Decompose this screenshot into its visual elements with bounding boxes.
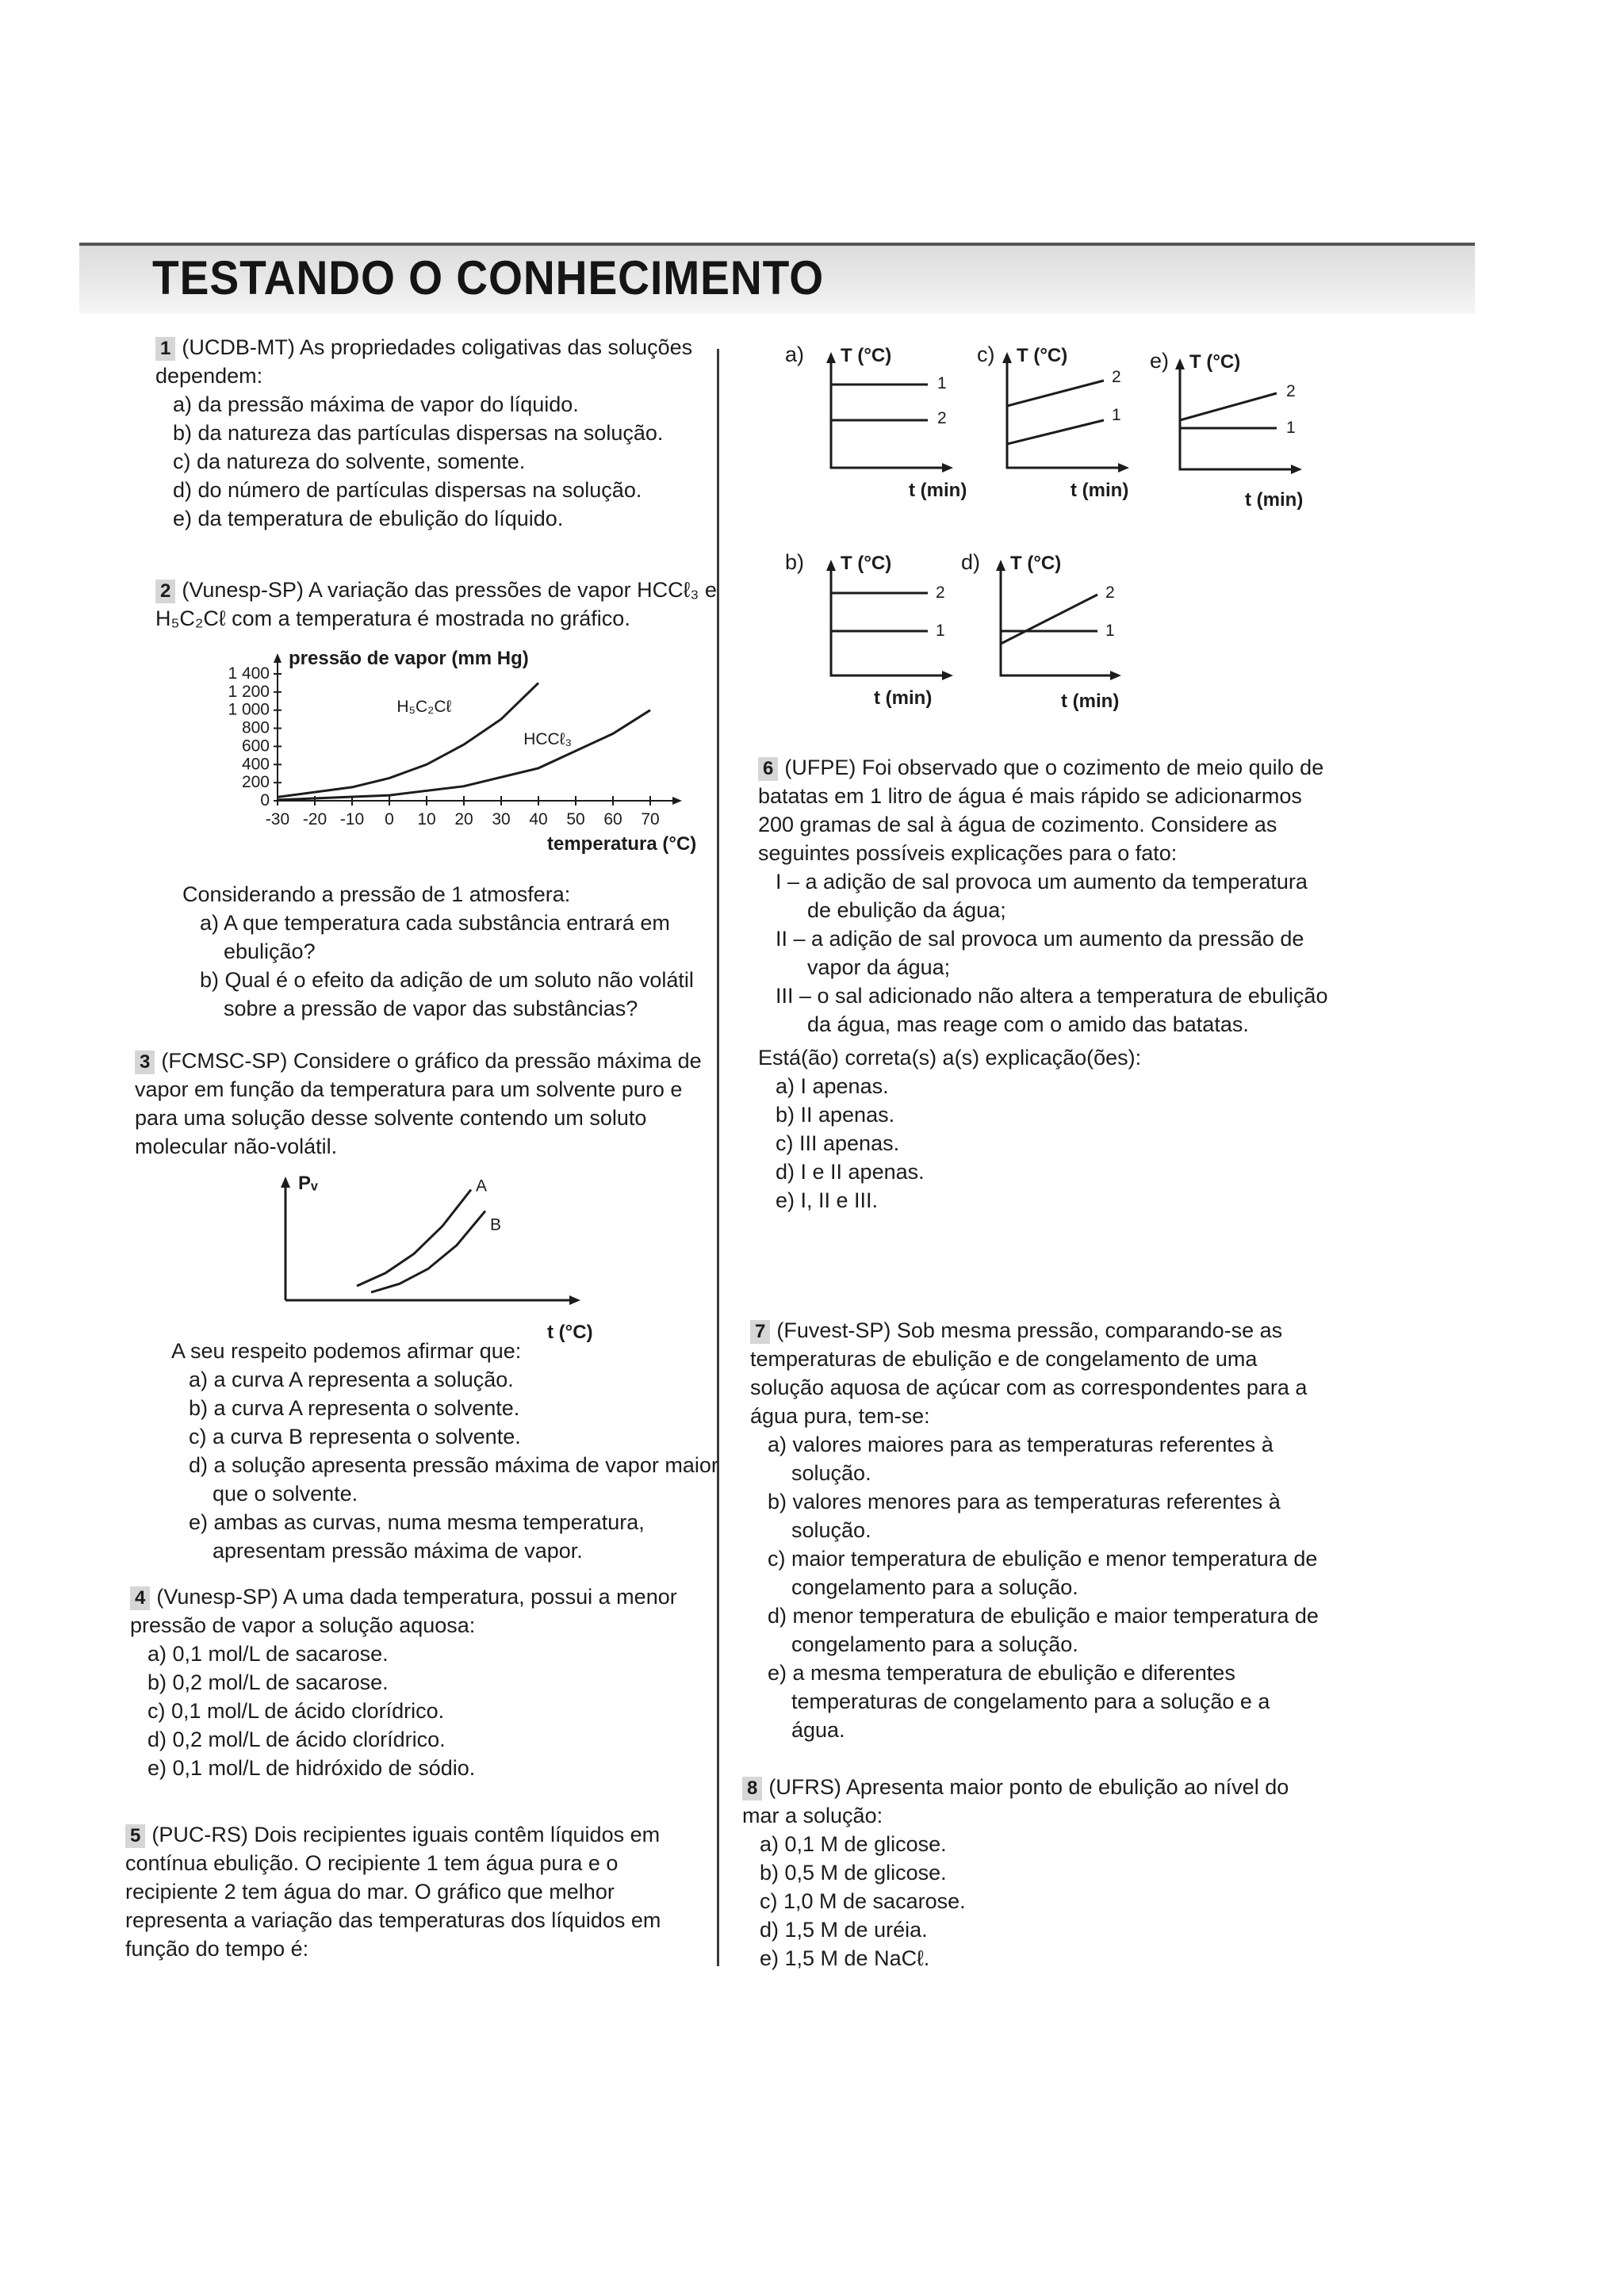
question-number: 5 [125,1824,145,1848]
option-e: e) da temperatura de ebulição do líquido. [173,507,564,530]
question-text: (UCDB-MT) As propriedades coligativas das soluções dependem: [155,335,693,388]
option-e: e) 0,1 mol/L de hidróxido de sódio. [147,1756,476,1780]
line-label: 2 [1105,584,1115,602]
option-e: e) ambas as curvas, numa mesma temperatura, apresentam pressão máxima de vapor. [189,1510,645,1563]
arrow-icon [281,1177,290,1188]
line-1 [1007,420,1104,444]
y-axis-label: pressão de vapor (mm Hg) [289,648,529,669]
question-3-options [171,1337,718,1565]
question-text: (Vunesp-SP) A uma dada temperatura, possui a menor pressão de vapor a solução aquosa: [130,1585,677,1637]
question-intro: Está(ão) correta(s) a(s) explicação(ões): [758,1046,1142,1070]
graph-c-label: c) [977,342,995,366]
option-d: d) do número de partículas dispersas na solução. [173,478,642,502]
series-curve [357,1190,471,1287]
question-text: (FCMSC-SP) Considere o gráfico da pressão máxima de vapor em função da temperatura para um solvente puro e para uma solução desse solvente contendo um soluto molecular não-volátil. [135,1049,702,1158]
graph-d [961,550,1121,712]
x-tick-label: 30 [492,810,511,828]
option-d: d) menor temperatura de ebulição e maior temperatura de congelamento para a solução. [768,1604,1319,1656]
question-text: (Vunesp-SP) A variação das pressões de vapor HCCℓ₃ e H₅C₂Cℓ com a temperatura é mostrada no gráfico. [155,578,717,630]
x-tick-label: 60 [603,810,622,828]
line-label: 1 [936,622,945,640]
line-2 [1001,595,1097,644]
graph-a-label: a) [785,342,805,366]
arrow-icon [672,797,682,805]
x-tick-label: 50 [566,810,585,828]
series-label: B [490,1215,502,1234]
question-5 [125,1820,712,1963]
line-label: 1 [1286,419,1296,437]
option-b: b) a curva A representa o solvente. [189,1396,520,1420]
x-tick-label: 10 [417,810,436,828]
option-c: c) da natureza do solvente, somente. [173,450,526,473]
option-b: b) 0,5 M de glicose. [760,1861,947,1885]
graph-b [785,550,953,709]
option-c: c) maior temperatura de ebulição e menor temperatura de congelamento para a solução. [768,1547,1318,1599]
axes [831,357,948,468]
question-3 [135,1047,714,1161]
arrow-icon [274,653,282,663]
question-4 [130,1582,717,1782]
option-d: d) 1,5 M de uréia. [760,1918,928,1942]
question-number: 7 [750,1320,770,1344]
y-tick-label: 600 [241,737,270,756]
x-axis-label: t (min) [1071,480,1129,501]
reason-1: I – a adição de sal provoca um aumento da temperatura de ebulição da água; [776,870,1308,922]
option-b: b) II apenas. [776,1103,895,1127]
y-tick-label: 1 000 [228,700,270,719]
question-text: (UFRS) Apresenta maior ponto de ebulição ao nível do mar a solução: [742,1775,1289,1827]
series-label: HCCℓ₃ [523,730,573,749]
arrow-icon [569,1295,580,1305]
temperature-graphs [785,341,1388,714]
y-tick-label: 0 [260,791,270,809]
question-text: (PUC-RS) Dois recipientes iguais contêm líquidos em contínua ebulição. O recipiente 1 tem água pura e o recipiente 2 tem água do mar. O gráfico que melhor representa a variação das temperaturas dos líquidos em função do tempo é: [125,1823,661,1961]
graph-e [1150,349,1303,511]
option-a: a) da pressão máxima de vapor do líquido. [173,392,579,416]
option-c: c) 0,1 mol/L de ácido clorídrico. [147,1699,445,1723]
question-number: 2 [155,580,175,603]
y-axis-label: T (°C) [841,553,892,574]
line-label: 2 [1112,368,1121,386]
option-b: b) da natureza das partículas dispersas na solução. [173,421,664,445]
option-c: c) III apenas. [776,1131,900,1155]
series-curve [371,1211,485,1292]
graph-e-label: e) [1150,349,1170,373]
question-8 [742,1773,1329,1973]
option-d: d) 0,2 mol/L de ácido clorídrico. [147,1728,446,1751]
reason-3: III – o sal adicionado não altera a temperatura de ebulição da água, mas reage com o amido das batatas. [776,984,1328,1036]
option-e: e) 1,5 M de NaCℓ. [760,1946,930,1970]
item-b: b) Qual é o efeito da adição de um soluto não volátil sobre a pressão de vapor das substâncias? [200,968,694,1020]
question-number: 3 [135,1050,155,1074]
x-axis-label: t (min) [1061,691,1120,712]
arrow-icon [1291,465,1302,474]
x-axis-label: t (°C) [547,1322,593,1343]
question-number: 4 [130,1586,150,1610]
arrow-icon [942,463,953,473]
option-a: a) 0,1 mol/L de sacarose. [147,1642,389,1666]
y-tick-label: 1 200 [228,682,270,701]
y-axis-label: T (°C) [1010,553,1062,574]
line-2 [1007,381,1104,406]
option-e: e) a mesma temperatura de ebulição e diferentes temperaturas de congelamento para a solução e a água. [768,1661,1270,1742]
series-label: A [476,1177,488,1196]
item-a: a) A que temperatura cada substância entrará em ebulição? [200,911,670,963]
line-2 [1180,393,1277,420]
x-tick-label: 40 [529,810,548,828]
vapor-pressure-chart [214,648,722,872]
x-axis-label: temperatura (°C) [547,833,697,855]
option-b: b) 0,2 mol/L de sacarose. [147,1670,389,1694]
y-axis-label: T (°C) [841,345,892,366]
axes [1001,564,1116,675]
question-number: 6 [758,757,778,781]
reason-2: II – a adição de sal provoca um aumento da pressão de vapor da água; [776,927,1304,979]
option-c: c) a curva B representa o solvente. [189,1425,521,1448]
x-tick-label: -20 [302,810,327,828]
option-a: a) I apenas. [776,1074,889,1098]
x-axis-label: t (min) [874,687,933,709]
arrow-icon [1118,463,1129,473]
option-b: b) valores menores para as temperaturas referentes à solução. [768,1490,1281,1542]
line-label: 1 [937,374,947,392]
question-text: (UFPE) Foi observado que o cozimento de meio quilo de batatas em 1 litro de água é mais rápido se adicionarmos 200 gramas de sal à água de cozimento. Considere as seguintes possíveis explicações para o fato: [758,756,1324,865]
line-label: 1 [1105,622,1115,640]
graph-d-label: d) [961,550,981,574]
question-number: 1 [155,337,175,361]
series-line [278,710,650,800]
y-axis-label: T (°C) [1017,345,1068,366]
x-axis-label: t (min) [909,480,967,501]
line-label: 2 [936,584,945,602]
option-c: c) 1,0 M de sacarose. [760,1889,966,1913]
x-tick-label: 70 [641,810,660,828]
question-number: 8 [742,1777,762,1800]
x-tick-label: 20 [454,810,473,828]
arrow-icon [942,671,953,680]
line-label: 1 [1112,406,1121,424]
arrow-icon [1110,671,1121,680]
option-d: d) a solução apresenta pressão máxima de vapor maior que o solvente. [189,1453,718,1506]
option-a: a) valores maiores para as temperaturas referentes à solução. [768,1433,1274,1485]
y-axis-label: Pᵥ [298,1173,318,1194]
question-text: (Fuvest-SP) Sob mesma pressão, comparando-se as temperaturas de ebulição e de congelamento de uma solução aquosa de açúcar com as correspondentes para a água pura, tem-se: [750,1318,1308,1428]
page-title: TESTANDO O CONHECIMENTO [152,251,825,304]
question-7 [750,1316,1329,1744]
question-1 [155,333,718,533]
x-tick-label: -10 [339,810,365,828]
axes [831,564,948,675]
y-tick-label: 800 [241,718,270,737]
line-label: 2 [937,409,947,427]
line-label: 2 [1286,382,1296,400]
series-label: H₅C₂Cℓ [396,698,452,716]
vapor-curves-chart [270,1173,634,1343]
y-tick-label: 400 [241,755,270,774]
question-intro: A seu respeito podemos afirmar que: [171,1339,522,1363]
x-tick-label: -30 [265,810,290,828]
option-e: e) I, II e III. [776,1188,879,1212]
option-a: a) 0,1 M de glicose. [760,1832,947,1856]
y-tick-label: 1 400 [228,664,270,683]
option-d: d) I e II apenas. [776,1160,925,1184]
graph-c [977,342,1129,501]
question-2-followup [182,880,722,1023]
question-2 [155,576,718,633]
question-6 [758,753,1329,1215]
x-axis-label: t (min) [1245,489,1304,511]
graph-b-label: b) [785,550,805,574]
graph-a [785,342,967,501]
y-tick-label: 200 [241,773,270,792]
question-intro: Considerando a pressão de 1 atmosfera: [182,882,571,906]
option-a: a) a curva A representa a solução. [189,1368,514,1391]
y-axis-label: T (°C) [1189,351,1241,373]
axes [1007,357,1124,468]
x-tick-label: 0 [385,810,394,828]
